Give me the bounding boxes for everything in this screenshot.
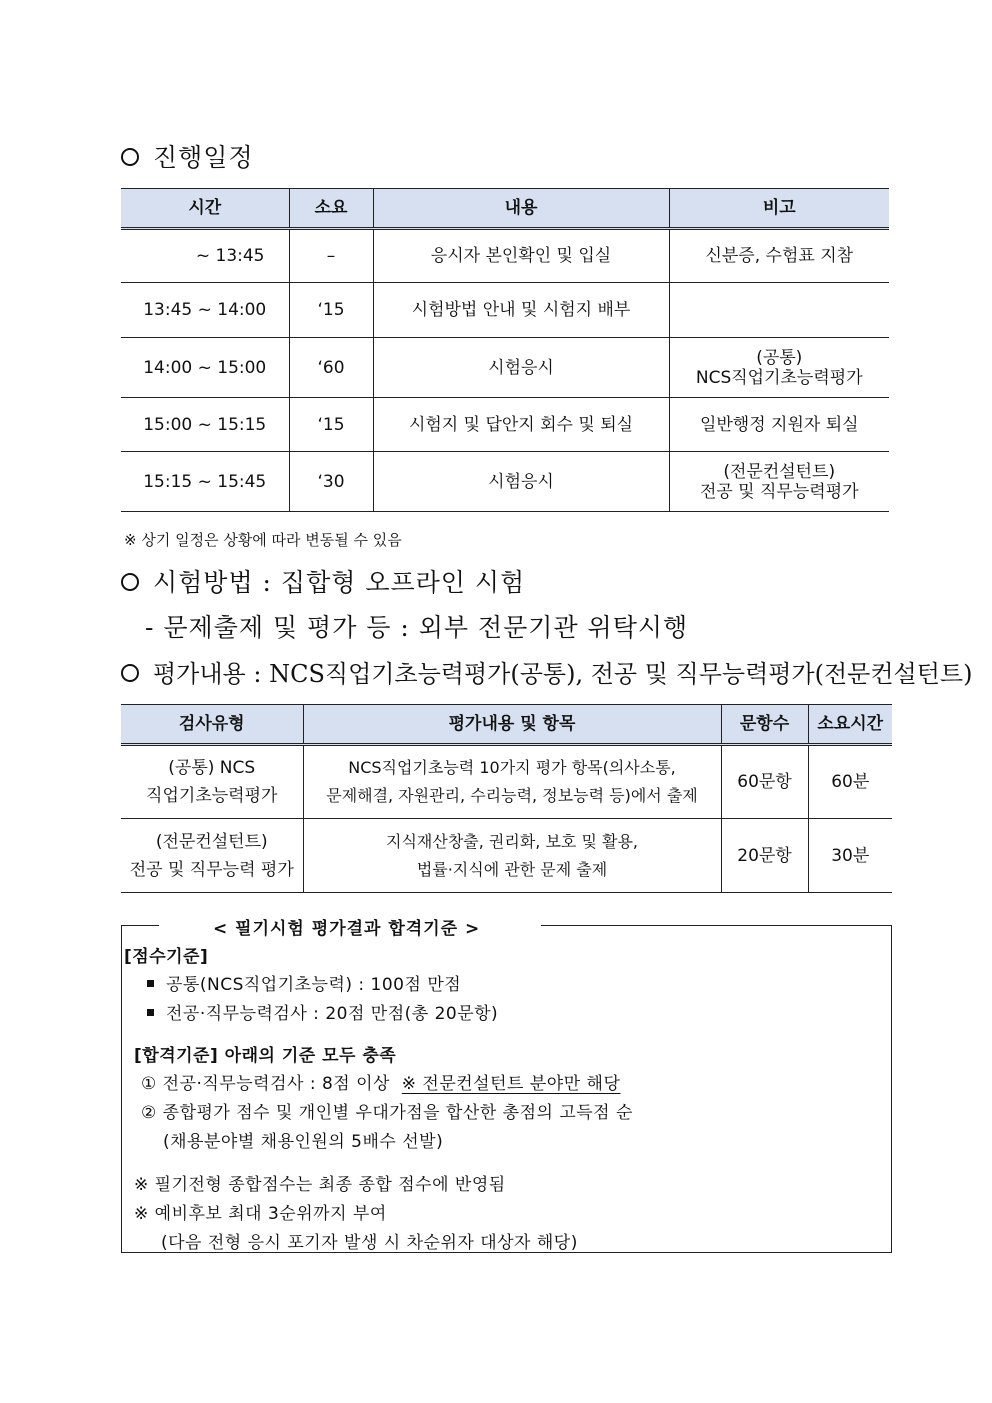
score-item <box>147 999 498 1024</box>
note-cell <box>669 452 889 512</box>
time-cell: ~ 13:45 <box>121 229 289 283</box>
circle-bullet-icon <box>121 664 139 682</box>
table-row <box>121 283 889 338</box>
criteria-title: < 필기시험 평가결과 합격기준 > <box>213 919 481 939</box>
content-line: 문제해결, 자원관리, 수리능력, 정보능력 등)에서 출제 <box>326 786 698 805</box>
duration-cell: ‘15 <box>289 398 373 452</box>
pass-item-text: ① 전공·직무능력검사 : 8점 이상 <box>141 1074 390 1094</box>
duration-cell: ‘30 <box>289 452 373 512</box>
method-subline: - 문제출제 및 평가 등 : 외부 전문기관 위탁시행 <box>145 613 689 642</box>
content-cell: 시험응시 <box>373 338 669 398</box>
schedule-table <box>121 188 889 512</box>
note-line: 전공 및 직무능력평가 <box>699 481 859 502</box>
table-row <box>121 338 889 398</box>
score-item-text: 공통(NCS직업기초능력) : 100점 만점 <box>166 975 462 995</box>
circle-bullet-icon <box>121 148 139 166</box>
type-line: (전문컨설턴트) <box>155 831 268 852</box>
content-cell <box>303 745 721 819</box>
evaluation-table <box>121 704 892 893</box>
square-bullet-icon <box>147 980 154 987</box>
section-heading-text: 평가내용 : NCS직업기초능력평가(공통), 전공 및 직무능력평가(전문컨설턴트) <box>153 660 973 688</box>
column-header: 내용 <box>373 189 669 229</box>
box-border-line <box>121 925 159 926</box>
content-cell: 시험지 및 답안지 회수 및 퇴실 <box>373 398 669 452</box>
score-item-text: 전공·직무능력검사 : 20점 만점(총 20문항) <box>166 1004 499 1024</box>
section-heading-schedule <box>121 138 254 174</box>
table-row <box>121 819 892 893</box>
table-row <box>121 452 889 512</box>
time-cell: 60분 <box>808 745 892 819</box>
square-bullet-icon <box>147 1009 154 1016</box>
column-header: 문항수 <box>721 705 808 745</box>
duration-cell: – <box>289 229 373 283</box>
table-row <box>121 745 892 819</box>
note-cell <box>669 338 889 398</box>
content-cell <box>303 819 721 893</box>
time-cell: 15:15 ~ 15:45 <box>121 452 289 512</box>
section-heading-method <box>121 563 525 599</box>
column-header: 평가내용 및 항목 <box>303 705 721 745</box>
note-line: NCS직업기초능력평가 <box>695 367 863 388</box>
type-line: 직업기초능력평가 <box>146 786 278 806</box>
schedule-footnote: ※ 상기 일정은 상황에 따라 변동될 수 있음 <box>124 531 402 549</box>
type-line: 전공 및 직무능력 평가 <box>129 859 294 880</box>
table-header-row <box>121 189 889 229</box>
note-cell: 일반행정 지원자 퇴실 <box>669 398 889 452</box>
content-cell: 응시자 본인확인 및 입실 <box>373 229 669 283</box>
criteria-note-sub: (다음 전형 응시 포기자 발생 시 차순위자 대상자 해당) <box>161 1233 578 1253</box>
note-cell: 신분증, 수험표 지참 <box>669 229 889 283</box>
circle-bullet-icon <box>121 573 139 591</box>
section-heading-text: 시험방법 : 집합형 오프라인 시험 <box>153 568 526 597</box>
type-cell <box>121 745 303 819</box>
pass-item-note: ※ 전문컨설턴트 분야만 해당 <box>401 1074 621 1094</box>
content-line: NCS직업기초능력 10가지 평가 항목(의사소통, <box>348 758 676 777</box>
pass-item: ② 종합평가 점수 및 개인별 우대가점을 합산한 총점의 고득점 순 <box>141 1103 633 1123</box>
column-header: 비고 <box>669 189 889 229</box>
count-cell: 20문항 <box>721 819 808 893</box>
criteria-note: ※ 예비후보 최대 3순위까지 부여 <box>134 1204 387 1224</box>
note-line: (전문컨설턴트) <box>723 461 836 482</box>
time-cell: 13:45 ~ 14:00 <box>121 283 289 338</box>
type-cell <box>121 819 303 893</box>
score-item <box>147 970 461 995</box>
duration-cell: ‘15 <box>289 283 373 338</box>
content-cell: 시험응시 <box>373 452 669 512</box>
column-header: 시간 <box>121 189 289 229</box>
pass-item <box>141 1069 620 1094</box>
table-row <box>121 398 889 452</box>
column-header: 검사유형 <box>121 705 303 745</box>
count-cell: 60문항 <box>721 745 808 819</box>
time-cell: 30분 <box>808 819 892 893</box>
score-heading: [점수기준] <box>124 947 209 967</box>
table-header-row <box>121 705 892 745</box>
note-cell <box>669 283 889 338</box>
section-heading-text: 진행일정 <box>153 143 254 172</box>
content-cell: 시험방법 안내 및 시험지 배부 <box>373 283 669 338</box>
criteria-note: ※ 필기전형 종합점수는 최종 종합 점수에 반영됨 <box>134 1175 506 1195</box>
note-line: (공통) <box>756 347 803 368</box>
time-cell: 14:00 ~ 15:00 <box>121 338 289 398</box>
content-line: 지식재산창출, 권리화, 보호 및 활용, <box>386 831 638 851</box>
duration-cell: ‘60 <box>289 338 373 398</box>
type-line: (공통) NCS <box>168 758 256 778</box>
pass-item-sub: (채용분야별 채용인원의 5배수 선발) <box>163 1132 444 1152</box>
column-header: 소요 <box>289 189 373 229</box>
section-heading-evaluation <box>121 654 972 689</box>
box-border-line <box>541 925 891 926</box>
content-line: 법률·지식에 관한 문제 출제 <box>416 859 608 879</box>
table-row <box>121 229 889 283</box>
time-cell: 15:00 ~ 15:15 <box>121 398 289 452</box>
column-header: 소요시간 <box>808 705 892 745</box>
pass-heading: [합격기준] 아래의 기준 모두 충족 <box>134 1046 397 1066</box>
